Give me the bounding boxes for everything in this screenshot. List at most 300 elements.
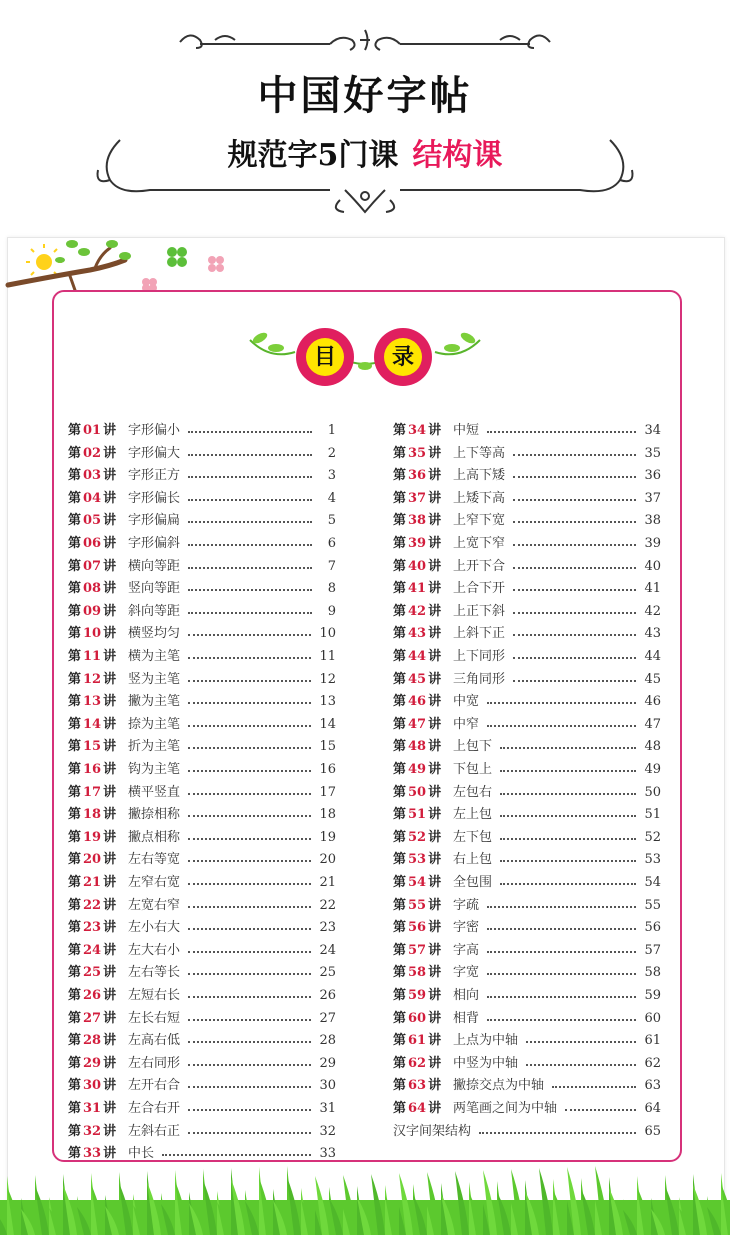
lecture-suffix: 讲: [103, 965, 117, 981]
toc-entry: [393, 443, 661, 465]
toc-entry-page: 18: [319, 807, 336, 823]
toc-entry-page: 2: [327, 445, 336, 461]
toc-entry-title: 字形偏扁: [128, 513, 181, 529]
toc-entry: [68, 849, 336, 871]
toc-entry-page: 38: [644, 513, 661, 529]
lecture-num: 51: [408, 807, 427, 823]
lecture-number: [68, 691, 128, 713]
toc-entry-page: 30: [319, 1078, 336, 1094]
lecture-prefix: 第: [393, 965, 407, 981]
lecture-num: 35: [408, 445, 427, 461]
lecture-suffix: 讲: [428, 581, 442, 597]
toc-entry-title: 上下等高: [453, 445, 506, 461]
toc-entry-title: 汉字间架结构: [393, 1123, 472, 1139]
toc-entry-title: 左包右: [453, 784, 493, 800]
toc-entry-page: 7: [327, 558, 336, 574]
toc-entry: [68, 669, 336, 691]
toc-entry-title: 撇捺交点为中轴: [453, 1078, 545, 1094]
toc-entry-page: 32: [319, 1123, 336, 1139]
lecture-number: [393, 804, 453, 826]
lecture-number: [68, 736, 128, 758]
toc-entry: [393, 623, 661, 645]
lecture-suffix: 讲: [103, 1123, 117, 1139]
lecture-suffix: 讲: [428, 513, 442, 529]
lecture-suffix: 讲: [103, 536, 117, 551]
toc-entry-page: 6: [327, 536, 336, 551]
clover-icon: [167, 247, 187, 267]
toc-entry-page: 4: [327, 490, 336, 506]
lecture-prefix: 第: [68, 581, 82, 597]
toc-entry-page: 11: [319, 649, 336, 664]
toc-entry: [68, 578, 336, 600]
dot-leader: [188, 906, 311, 908]
toc-entry-page: 16: [319, 762, 336, 777]
lecture-num: 37: [408, 490, 427, 506]
lecture-num: 56: [408, 920, 427, 936]
lecture-prefix: 第: [393, 536, 407, 551]
toc-entry-title: 中短: [453, 423, 480, 438]
lecture-num: 52: [408, 829, 427, 845]
lecture-suffix: 讲: [103, 490, 117, 506]
toc-entry-title: 字疏: [453, 897, 480, 913]
lecture-number: [68, 556, 128, 578]
toc-entry: [393, 895, 661, 917]
toc-entry-title: 上窄下宽: [453, 513, 506, 529]
lecture-suffix: 讲: [428, 716, 442, 732]
lecture-num: 49: [408, 762, 427, 777]
grass-decoration-icon: [0, 1140, 730, 1235]
toc-entry: [393, 940, 661, 962]
lecture-num: 06: [83, 536, 102, 551]
dot-leader: [487, 431, 636, 433]
dot-leader: [513, 567, 636, 569]
toc-entry-title: 相向: [453, 988, 480, 1003]
lecture-number: [68, 872, 128, 894]
heading-badge-mu: [296, 328, 354, 386]
lecture-suffix: 讲: [103, 942, 117, 958]
toc-entry-page: 28: [319, 1033, 336, 1049]
lecture-prefix: 第: [68, 1101, 82, 1116]
toc-entry-title: 横向等距: [128, 558, 181, 574]
toc-entry-page: 39: [644, 536, 661, 551]
lecture-suffix: 讲: [103, 1101, 117, 1116]
toc-entry-page: 20: [319, 852, 336, 868]
lecture-prefix: 第: [393, 716, 407, 732]
dot-leader: [188, 883, 311, 885]
lecture-num: 22: [83, 897, 102, 913]
toc-entry-title: 字形偏长: [128, 490, 181, 506]
toc-entry: [393, 849, 661, 871]
lecture-number: [393, 1030, 453, 1052]
dot-leader: [188, 657, 311, 659]
toc-entry-page: 26: [319, 988, 336, 1003]
toc-entry-page: 65: [644, 1123, 661, 1139]
toc-entry-title: 横平竖直: [128, 784, 181, 800]
lecture-num: 59: [408, 988, 427, 1003]
dot-leader: [500, 860, 636, 862]
toc-entry-title: 上点为中轴: [453, 1033, 519, 1049]
lecture-number: [393, 895, 453, 917]
lecture-num: 48: [408, 739, 427, 755]
lecture-number: [393, 488, 453, 510]
lecture-suffix: 讲: [428, 762, 442, 777]
lecture-number: [393, 601, 453, 623]
lecture-number: [393, 556, 453, 578]
lecture-prefix: 第: [393, 784, 407, 800]
toc-entry-title: 捺为主笔: [128, 716, 181, 732]
lecture-num: 19: [83, 829, 102, 845]
toc-entry-page: 34: [644, 423, 661, 438]
lecture-prefix: 第: [393, 875, 407, 890]
lecture-number: [68, 669, 128, 691]
lecture-number: [68, 1053, 128, 1075]
lecture-num: 63: [408, 1078, 427, 1094]
lecture-number: [393, 533, 453, 555]
toc-entry-title: 上高下矮: [453, 468, 506, 484]
lecture-prefix: 第: [393, 671, 407, 687]
lecture-number: [393, 1053, 453, 1075]
toc-entry-page: 49: [644, 762, 661, 777]
toc-entry: [393, 1008, 661, 1030]
toc-entry-title: 相背: [453, 1010, 480, 1026]
lecture-suffix: 讲: [103, 897, 117, 913]
toc-entry-page: 13: [319, 694, 336, 710]
toc-entry-title: 上合下开: [453, 581, 506, 597]
dot-leader: [487, 973, 636, 975]
lecture-number: [393, 872, 453, 894]
lecture-number: [393, 669, 453, 691]
dot-leader: [188, 544, 312, 546]
lecture-number: [393, 985, 453, 1007]
lecture-num: 29: [83, 1055, 102, 1071]
lecture-number: [393, 443, 453, 465]
dot-leader: [188, 951, 311, 953]
lecture-num: 32: [83, 1123, 102, 1139]
toc-entry-title: 左上包: [453, 807, 493, 823]
dot-leader: [188, 838, 311, 840]
lecture-num: 27: [83, 1010, 102, 1026]
lecture-number: [68, 601, 128, 623]
toc-entry-page: 22: [319, 897, 336, 913]
toc-entry-page: 47: [644, 716, 661, 732]
lecture-suffix: 讲: [103, 649, 117, 664]
lecture-number: [393, 623, 453, 645]
dot-leader: [188, 1086, 311, 1088]
dot-leader: [188, 996, 311, 998]
toc-entry-title: 左右等长: [128, 965, 181, 981]
toc-entry-title: 左小右大: [128, 920, 181, 936]
toc-entry-title: 左大右小: [128, 942, 181, 958]
lecture-suffix: 讲: [428, 1033, 442, 1049]
dot-leader: [188, 521, 312, 523]
lecture-prefix: 第: [68, 1055, 82, 1071]
lecture-prefix: 第: [393, 829, 407, 845]
lecture-suffix: 讲: [103, 423, 117, 438]
toc-entry: [68, 759, 336, 781]
lecture-prefix: 第: [68, 1010, 82, 1026]
lecture-num: 33: [83, 1146, 102, 1162]
toc-entry-title: 上下同形: [453, 649, 506, 664]
dot-leader: [188, 589, 312, 591]
toc-entry-page: 12: [319, 671, 336, 687]
dot-leader: [188, 1041, 311, 1043]
toc-entry: [393, 782, 661, 804]
lecture-prefix: 第: [68, 649, 82, 664]
lecture-num: 57: [408, 942, 427, 958]
lecture-number: [68, 443, 128, 465]
toc-entry-title: 下包上: [453, 762, 493, 777]
lecture-suffix: 讲: [103, 1033, 117, 1049]
toc-entry: [68, 623, 336, 645]
dot-leader: [188, 725, 311, 727]
toc-entry: [393, 465, 661, 487]
lecture-prefix: 第: [68, 716, 82, 732]
dot-leader: [513, 521, 636, 523]
toc-entry: [68, 917, 336, 939]
lecture-suffix: 讲: [103, 875, 117, 890]
subtitle-accent: 结构课: [412, 138, 503, 173]
lecture-suffix: 讲: [428, 875, 442, 890]
toc-entry-title: 字密: [453, 920, 480, 936]
lecture-number: [393, 420, 453, 442]
lecture-number: [68, 533, 128, 555]
toc-entry: [68, 510, 336, 532]
lecture-prefix: 第: [393, 897, 407, 913]
lecture-num: 24: [83, 942, 102, 958]
lecture-num: 45: [408, 671, 427, 687]
toc-entry-page: 46: [644, 694, 661, 710]
dot-leader: [188, 793, 311, 795]
dot-leader: [487, 1019, 636, 1021]
lecture-prefix: 第: [393, 423, 407, 438]
dot-leader: [513, 680, 636, 682]
toc-entry-title: 字形偏小: [128, 423, 181, 438]
toc-entry-page: 15: [319, 739, 336, 755]
lecture-num: 02: [83, 445, 102, 461]
subtitle-main: 规范字5门课: [227, 138, 399, 173]
toc-entry-title: 字形偏斜: [128, 536, 181, 551]
lecture-suffix: 讲: [103, 1055, 117, 1071]
toc-entry: [68, 465, 336, 487]
lecture-suffix: 讲: [103, 762, 117, 777]
lecture-num: 47: [408, 716, 427, 732]
toc-entry: [393, 1053, 661, 1075]
dot-leader: [487, 951, 636, 953]
toc-entry-title: 右上包: [453, 852, 493, 868]
toc-entry-title: 字高: [453, 942, 480, 958]
lecture-prefix: 第: [68, 875, 82, 890]
lecture-prefix: 第: [68, 852, 82, 868]
lecture-number: [68, 985, 128, 1007]
toc-entry-title: 字形偏大: [128, 445, 181, 461]
lecture-number: [393, 917, 453, 939]
heading-char-2: 录: [384, 338, 422, 376]
toc-entry-title: 竖向等距: [128, 581, 181, 597]
lecture-prefix: 第: [393, 490, 407, 506]
lecture-number: [68, 1075, 128, 1097]
lecture-prefix: 第: [393, 1055, 407, 1071]
toc-entry-page: 40: [644, 558, 661, 574]
toc-entry-title: 斜向等距: [128, 603, 181, 619]
lecture-num: 62: [408, 1055, 427, 1071]
dot-leader: [500, 883, 636, 885]
lecture-suffix: 讲: [103, 694, 117, 710]
dot-leader: [500, 815, 636, 817]
lecture-suffix: 讲: [103, 988, 117, 1003]
lecture-prefix: 第: [68, 1078, 82, 1094]
lecture-prefix: 第: [68, 762, 82, 777]
dot-leader: [487, 906, 636, 908]
dot-leader: [513, 612, 636, 614]
toc-entry: [393, 962, 661, 984]
toc-entry-page: 63: [644, 1078, 661, 1094]
dot-leader: [188, 747, 311, 749]
lecture-prefix: 第: [68, 829, 82, 845]
lecture-suffix: 讲: [428, 468, 442, 484]
lecture-prefix: 第: [68, 536, 82, 551]
toc-entry-page: 58: [644, 965, 661, 981]
lecture-prefix: 第: [393, 1101, 407, 1116]
toc-entry: [68, 714, 336, 736]
dot-leader: [188, 612, 312, 614]
toc-entry: [68, 646, 336, 668]
dot-leader: [500, 838, 636, 840]
lecture-suffix: 讲: [103, 784, 117, 800]
dot-leader: [479, 1132, 636, 1134]
lecture-suffix: 讲: [428, 490, 442, 506]
toc-entry-title: 撇点相称: [128, 829, 181, 845]
toc-entry-page: 55: [644, 897, 661, 913]
toc-entry-page: 1: [327, 423, 336, 438]
lecture-suffix: 讲: [103, 445, 117, 461]
lecture-suffix: 讲: [103, 852, 117, 868]
toc-entry: [68, 985, 336, 1007]
toc-entry-title: 撇捺相称: [128, 807, 181, 823]
toc-entry-page: 54: [644, 875, 661, 890]
lecture-num: 55: [408, 897, 427, 913]
lecture-num: 11: [83, 649, 102, 664]
lecture-suffix: 讲: [428, 920, 442, 936]
lecture-num: 30: [83, 1078, 102, 1094]
lecture-num: 13: [83, 694, 102, 710]
toc-entry: [68, 1075, 336, 1097]
lecture-suffix: 讲: [103, 626, 117, 642]
toc-entry: [393, 669, 661, 691]
lecture-prefix: 第: [68, 897, 82, 913]
lecture-num: 18: [83, 807, 102, 823]
lecture-num: 25: [83, 965, 102, 981]
lecture-number: [68, 940, 128, 962]
toc-entry-title: 左窄右宽: [128, 875, 181, 890]
toc-entry-title: 左宽右窄: [128, 897, 181, 913]
toc-entry: [68, 736, 336, 758]
lecture-num: 04: [83, 490, 102, 506]
lecture-suffix: 讲: [103, 513, 117, 529]
lecture-num: 43: [408, 626, 427, 642]
lecture-suffix: 讲: [428, 1101, 442, 1116]
lecture-suffix: 讲: [428, 965, 442, 981]
lecture-suffix: 讲: [428, 988, 442, 1003]
toc-entry-title: 上斜下正: [453, 626, 506, 642]
toc-entry-title: 上正下斜: [453, 603, 506, 619]
dot-leader: [526, 1064, 636, 1066]
toc-entry-page: 43: [644, 626, 661, 642]
toc-entry: [68, 533, 336, 555]
lecture-number: [68, 827, 128, 849]
lecture-num: 09: [83, 603, 102, 619]
toc-entry-title: 字宽: [453, 965, 480, 981]
toc-entry-title: 中窄: [453, 716, 480, 732]
lecture-number: [68, 465, 128, 487]
dot-leader: [513, 476, 636, 478]
lecture-suffix: 讲: [428, 829, 442, 845]
toc-entry: [68, 804, 336, 826]
toc-entry-title: 左右等宽: [128, 852, 181, 868]
lecture-suffix: 讲: [103, 558, 117, 574]
lecture-suffix: 讲: [428, 942, 442, 958]
lecture-prefix: 第: [68, 694, 82, 710]
toc-entry-page: 37: [644, 490, 661, 506]
lecture-suffix: 讲: [103, 468, 117, 484]
dot-leader: [188, 1019, 311, 1021]
toc-entry-title: 上宽下窄: [453, 536, 506, 551]
lecture-prefix: 第: [68, 423, 82, 438]
lecture-num: 46: [408, 694, 427, 710]
lecture-prefix: 第: [393, 694, 407, 710]
toc-entry-page: 64: [644, 1101, 661, 1116]
toc-entry-title: 竖为主笔: [128, 671, 181, 687]
dot-leader: [552, 1086, 636, 1088]
toc-entry-page: 21: [319, 875, 336, 890]
toc-entry-page: 56: [644, 920, 661, 936]
lecture-number: [393, 714, 453, 736]
toc-entry-page: 25: [319, 965, 336, 981]
lecture-prefix: 第: [393, 626, 407, 642]
dot-leader: [487, 996, 636, 998]
lecture-number: [68, 849, 128, 871]
toc-entry: [393, 872, 661, 894]
lecture-suffix: 讲: [428, 739, 442, 755]
dot-leader: [188, 702, 311, 704]
toc-entry-title: 上矮下高: [453, 490, 506, 506]
lecture-number: [68, 1030, 128, 1052]
lecture-number: [393, 465, 453, 487]
dot-leader: [513, 454, 636, 456]
lecture-number: [68, 1008, 128, 1030]
lecture-number: [393, 940, 453, 962]
toc-entry: [393, 985, 661, 1007]
lecture-suffix: 讲: [428, 694, 442, 710]
toc-entry-page: 8: [327, 581, 336, 597]
toc-entry-page: 10: [319, 626, 336, 642]
lecture-prefix: 第: [68, 1146, 82, 1162]
lecture-number: [68, 646, 128, 668]
lecture-num: 50: [408, 784, 427, 800]
lecture-suffix: 讲: [428, 1010, 442, 1026]
dot-leader: [513, 499, 636, 501]
lecture-suffix: 讲: [428, 558, 442, 574]
toc-entry-page: 45: [644, 671, 661, 687]
toc-entry-page: 44: [644, 649, 661, 664]
toc-entry: [393, 917, 661, 939]
lecture-num: 42: [408, 603, 427, 619]
dot-leader: [513, 634, 636, 636]
lecture-prefix: 第: [393, 920, 407, 936]
toc-entry-page: 59: [644, 988, 661, 1003]
heading-badge-lu: [374, 328, 432, 386]
lecture-number: [393, 1098, 453, 1120]
toc-entry-page: 61: [644, 1033, 661, 1049]
